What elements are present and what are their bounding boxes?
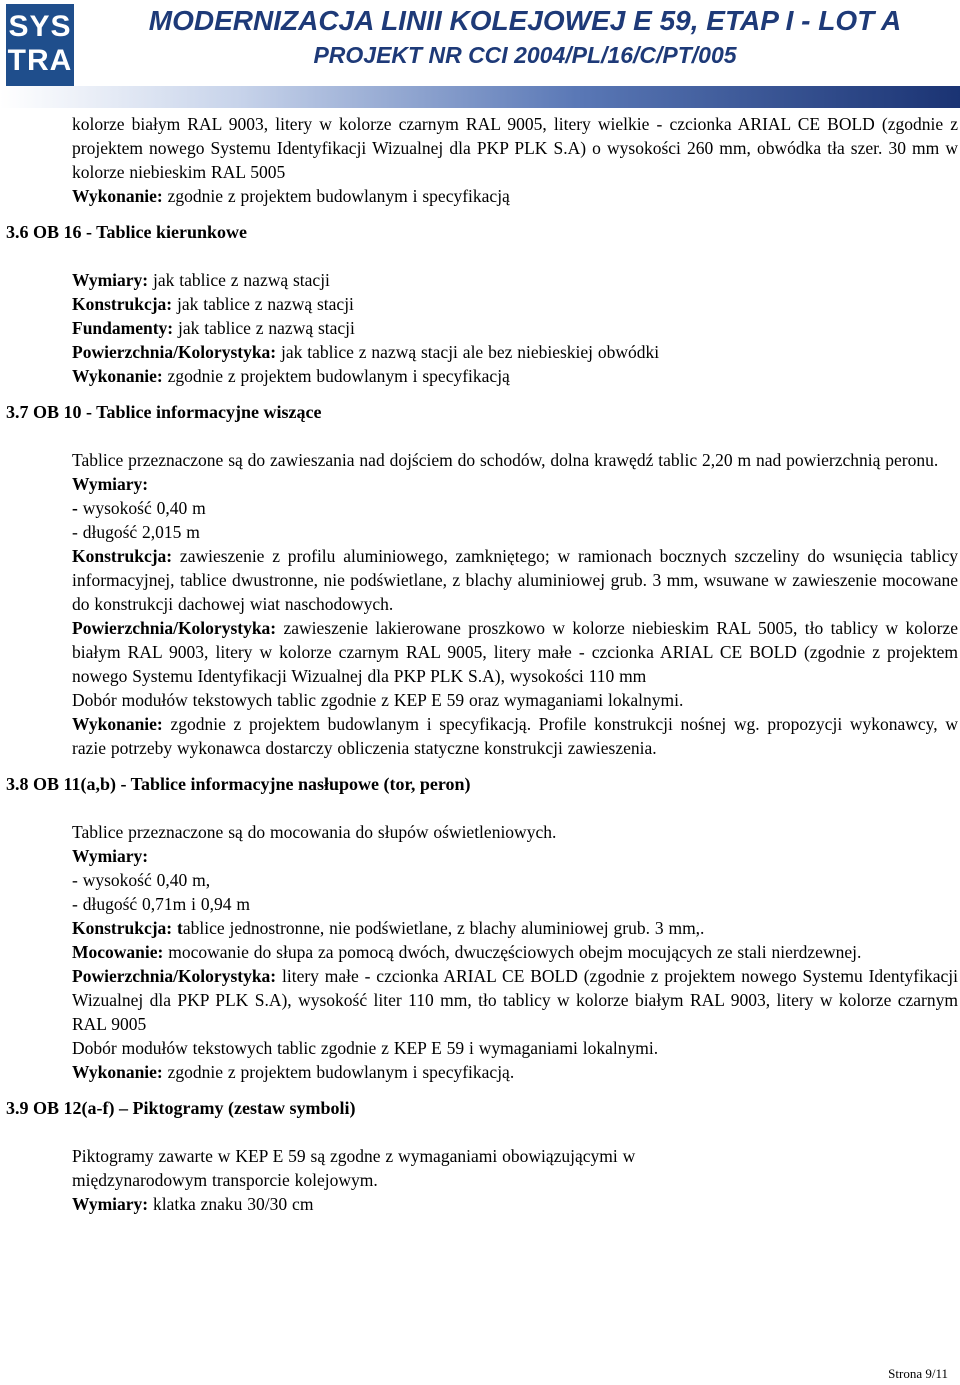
- s37-intro: Tablice przeznaczone są do zawieszania nad dojściem do schodów, dolna krawędź tablic 2,20 m nad powierzchnią peronu.: [72, 450, 939, 470]
- label-fundamenty: Fundamenty:: [72, 318, 174, 338]
- label-konstrukcja: Konstrukcja:: [72, 294, 173, 314]
- s37-dobor: Dobór modułów tekstowych tablic zgodnie z KEP E 59 oraz wymaganiami lokalnymi.: [72, 690, 684, 710]
- s37-konstrukcja: [72, 544, 958, 616]
- wykonanie-text: zgodnie z projektem budowlanym i specyfikacją: [162, 366, 510, 386]
- logo-text-top: SYS: [8, 10, 72, 43]
- s39-wymiary: [72, 1192, 958, 1216]
- intro-wykonanie: [72, 184, 958, 208]
- mocowanie-text: mocowanie do słupa za pomocą dwóch, dwuczęściowych obejm mocujących ze stali nierdzewnej.: [163, 942, 862, 962]
- wykonanie-text: zgodnie z projektem budowlanym i specyfikacją: [162, 186, 510, 206]
- s38-wymiary: [72, 844, 958, 868]
- s37-dim-length: - długość 2,015 m: [72, 522, 200, 542]
- label-wykonanie: Wykonanie:: [72, 186, 163, 206]
- s36-wykonanie: [72, 364, 958, 388]
- page-number: Strona 9/11: [888, 1366, 948, 1381]
- label-mocowanie: Mocowanie:: [72, 942, 164, 962]
- label-wymiary: Wymiary:: [72, 270, 149, 290]
- section-3-9-heading: 3.9 OB 12(a-f) – Piktogramy (zestaw symboli): [6, 1098, 356, 1118]
- intro-text: kolorze białym RAL 9003, litery w kolorze czarnym RAL 9005, litery wielkie - czcionka ARIAL CE BOLD (zgodnie z projektem nowego Systemu Identyfikacji Wizualnej dla PKP PLK S.A) o wysokości 260 mm, obwódka tła szer. 30 mm w kolorze niebieskim RAL 5005: [72, 114, 958, 182]
- s37-wykonanie: [72, 712, 958, 760]
- powierzchnia-text: zawieszenie lakierowane proszkowo w kolorze niebieskim RAL 5005, tło tablicy w kolorze białym RAL 9003, litery w kolorze czarnym RAL 9005, litery małe - czcionka ARIAL CE BOLD (zgodnie z projektem nowego Systemu Identyfikacji Wizualnej dla PKP PLK S.A), wysokości 110 mm: [72, 618, 958, 686]
- wymiary-text: jak tablice z nazwą stacji: [148, 270, 330, 290]
- label-konstrukcja: Konstrukcja: t: [72, 918, 183, 938]
- systra-logo: [6, 4, 74, 90]
- s38-dim-length: - długość 0,71m i 0,94 m: [72, 894, 250, 914]
- wykonanie-text: zgodnie z projektem budowlanym i specyfikacją. Profile konstrukcji nośnej wg. propozycji wykonawcy, w razie potrzeby wykonawca dostarczy obliczenia statyczne konstrukcji zawieszenia.: [72, 714, 958, 758]
- intro-paragraph: [72, 112, 958, 184]
- label-wykonanie: Wykonanie:: [72, 1062, 163, 1082]
- label-powierzchnia: Powierzchnia/Kolorystyka:: [72, 966, 277, 986]
- s38-wykonanie: [72, 1060, 958, 1084]
- label-powierzchnia: Powierzchnia/Kolorystyka:: [72, 618, 277, 638]
- s37-powierzchnia: [72, 616, 958, 688]
- s38-mocowanie: [72, 940, 958, 964]
- dash: -: [72, 498, 78, 518]
- powierzchnia-text: litery małe - czcionka ARIAL CE BOLD (zgodnie z projektem nowego Systemu Identyfikacji Wizualnej dla PKP PLK S.A), wysokość liter 110 mm, tło tablicy w kolorze białym RAL 9003, litery w kolorze czarnym RAL 9005: [72, 966, 958, 1034]
- section-3-7-heading: 3.7 OB 10 - Tablice informacyjne wiszące: [6, 402, 322, 422]
- logo-text-bottom: TRA: [7, 44, 73, 77]
- s38-dobor: Dobór modułów tekstowych tablic zgodnie z KEP E 59 i wymaganiami lokalnymi.: [72, 1038, 659, 1058]
- label-wymiary: Wymiary:: [72, 474, 149, 494]
- label-powierzchnia: Powierzchnia/Kolorystyka:: [72, 342, 277, 362]
- section-3-8-heading: 3.8 OB 11(a,b) - Tablice informacyjne nasłupowe (tor, peron): [6, 774, 471, 794]
- s37-wymiary: [72, 472, 958, 496]
- label-wykonanie: Wykonanie:: [72, 366, 163, 386]
- konstrukcja-text: jak tablice z nazwą stacji: [172, 294, 354, 314]
- powierzchnia-text: jak tablice z nazwą stacji ale bez niebieskiej obwódki: [276, 342, 660, 362]
- section-3-6-heading: 3.6 OB 16 - Tablice kierunkowe: [6, 222, 248, 242]
- document-title: MODERNIZACJA LINII KOLEJOWEJ E 59, ETAP I - LOT A: [148, 5, 902, 36]
- dim-height-text: wysokość 0,40 m: [77, 498, 206, 518]
- s38-konstrukcja: [72, 916, 958, 940]
- s36-konstrukcja: [72, 292, 958, 316]
- wykonanie-text: zgodnie z projektem budowlanym i specyfikacją.: [162, 1062, 515, 1082]
- s37-dim-height: [72, 496, 958, 520]
- label-wymiary: Wymiary:: [72, 1194, 149, 1214]
- s36-fundamenty: [72, 316, 958, 340]
- s38-intro: Tablice przeznaczone są do mocowania do słupów oświetleniowych.: [72, 822, 557, 842]
- konstrukcja-text: zawieszenie z profilu aluminiowego, zamkniętego; w ramionach bocznych szczeliny do wsunięcia tablicy informacyjnej, tablice dwustronne, nie podświetlane, z blachy aluminiowej grub. 3 mm, wsuwane w zawieszenie mocowane do konstrukcji dachowej wiat naschodowych.: [72, 546, 958, 614]
- s38-powierzchnia: [72, 964, 958, 1036]
- header-gradient-bar: [0, 86, 960, 108]
- fundamenty-text: jak tablice z nazwą stacji: [173, 318, 355, 338]
- project-number: PROJEKT NR CCI 2004/PL/16/C/PT/005: [313, 42, 737, 68]
- wymiary-text: klatka znaku 30/30 cm: [148, 1194, 314, 1214]
- s39-intro-line2: międzynarodowym transporcie kolejowym.: [72, 1170, 378, 1190]
- s38-dim-height: - wysokość 0,40 m,: [72, 870, 211, 890]
- label-konstrukcja: Konstrukcja:: [72, 546, 173, 566]
- document-body: [0, 112, 960, 1216]
- s36-powierzchnia: [72, 340, 958, 364]
- page-header: [0, 0, 960, 108]
- label-wykonanie: Wykonanie:: [72, 714, 163, 734]
- konstrukcja-text: ablice jednostronne, nie podświetlane, z blachy aluminiowej grub. 3 mm,.: [182, 918, 705, 938]
- s39-intro-line1: Piktogramy zawarte w KEP E 59 są zgodne z wymaganiami obowiązującymi w: [72, 1146, 636, 1166]
- label-wymiary: Wymiary:: [72, 846, 149, 866]
- s36-wymiary: [72, 268, 958, 292]
